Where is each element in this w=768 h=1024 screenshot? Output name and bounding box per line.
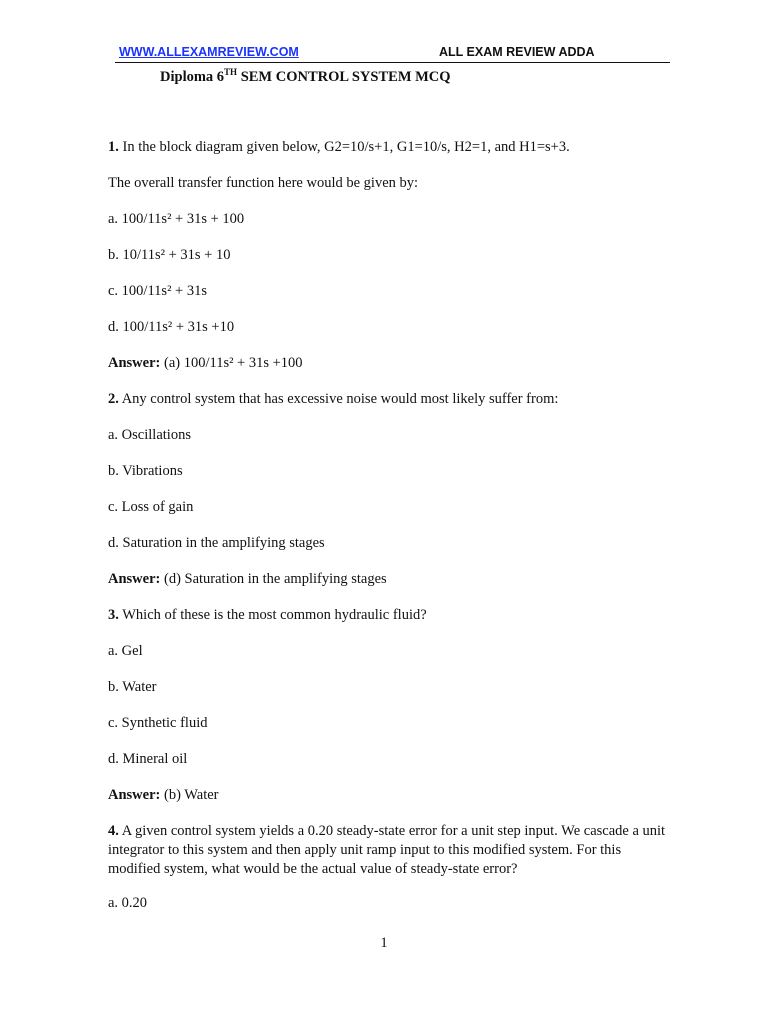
- answer-text: (d) Saturation in the amplifying stages: [160, 571, 387, 587]
- question-1: [108, 139, 570, 156]
- site-link[interactable]: WWW.ALLEXAMREVIEW.COM: [119, 45, 299, 59]
- option-1d: d. 100/11s² + 31s +10: [108, 319, 235, 335]
- answer-text: (b) Water: [160, 787, 219, 803]
- option-2c: c. Loss of gain: [108, 499, 194, 515]
- option-3c: c. Synthetic fluid: [108, 715, 208, 731]
- answer-3: [108, 787, 219, 804]
- answer-2: [108, 571, 387, 588]
- option-3d: d. Mineral oil: [108, 751, 188, 767]
- answer-label: Answer:: [108, 571, 161, 587]
- option-2a: a. Oscillations: [108, 427, 191, 443]
- question-3: [108, 607, 427, 624]
- question-number: 1.: [108, 139, 119, 155]
- option-4a: a. 0.20: [108, 895, 148, 911]
- question-number: 2.: [108, 391, 119, 407]
- option-1b: b. 10/11s² + 31s + 10: [108, 247, 231, 263]
- option-2b: b. Vibrations: [108, 463, 183, 479]
- document-title: [160, 67, 451, 86]
- title-superscript: TH: [224, 67, 238, 77]
- site-name: ALL EXAM REVIEW ADDA: [439, 45, 595, 59]
- title-suffix: SEM CONTROL SYSTEM MCQ: [237, 68, 451, 85]
- answer-1: [108, 355, 303, 372]
- answer-label: Answer:: [108, 787, 161, 803]
- question-1-subtext: The overall transfer function here would be given by:: [108, 175, 419, 191]
- question-4: [108, 822, 668, 879]
- title-prefix: Diploma 6: [160, 68, 225, 85]
- page-number: 1: [380, 935, 388, 951]
- question-text: Any control system that has excessive noise would most likely suffer from:: [118, 391, 559, 407]
- question-number: 4.: [108, 823, 119, 839]
- option-1a: a. 100/11s² + 31s + 100: [108, 211, 245, 227]
- question-number: 3.: [108, 607, 119, 623]
- question-text: A given control system yields a 0.20 steady-state error for a unit step input. We cascade a unit integrator to this system and then apply unit ramp input to this modified system. For this modified system, what would be the actual value of steady-state error?: [108, 823, 666, 877]
- answer-text: (a) 100/11s² + 31s +100: [160, 355, 303, 371]
- question-text: Which of these is the most common hydraulic fluid?: [118, 607, 427, 623]
- option-3b: b. Water: [108, 679, 157, 695]
- question-text: In the block diagram given below, G2=10/s+1, G1=10/s, H2=1, and H1=s+3.: [118, 139, 570, 155]
- option-2d: d. Saturation in the amplifying stages: [108, 535, 325, 551]
- option-1c: c. 100/11s² + 31s: [108, 283, 207, 299]
- option-3a: a. Gel: [108, 643, 143, 659]
- page-header: [115, 44, 670, 63]
- answer-label: Answer:: [108, 355, 161, 371]
- question-2: [108, 391, 558, 408]
